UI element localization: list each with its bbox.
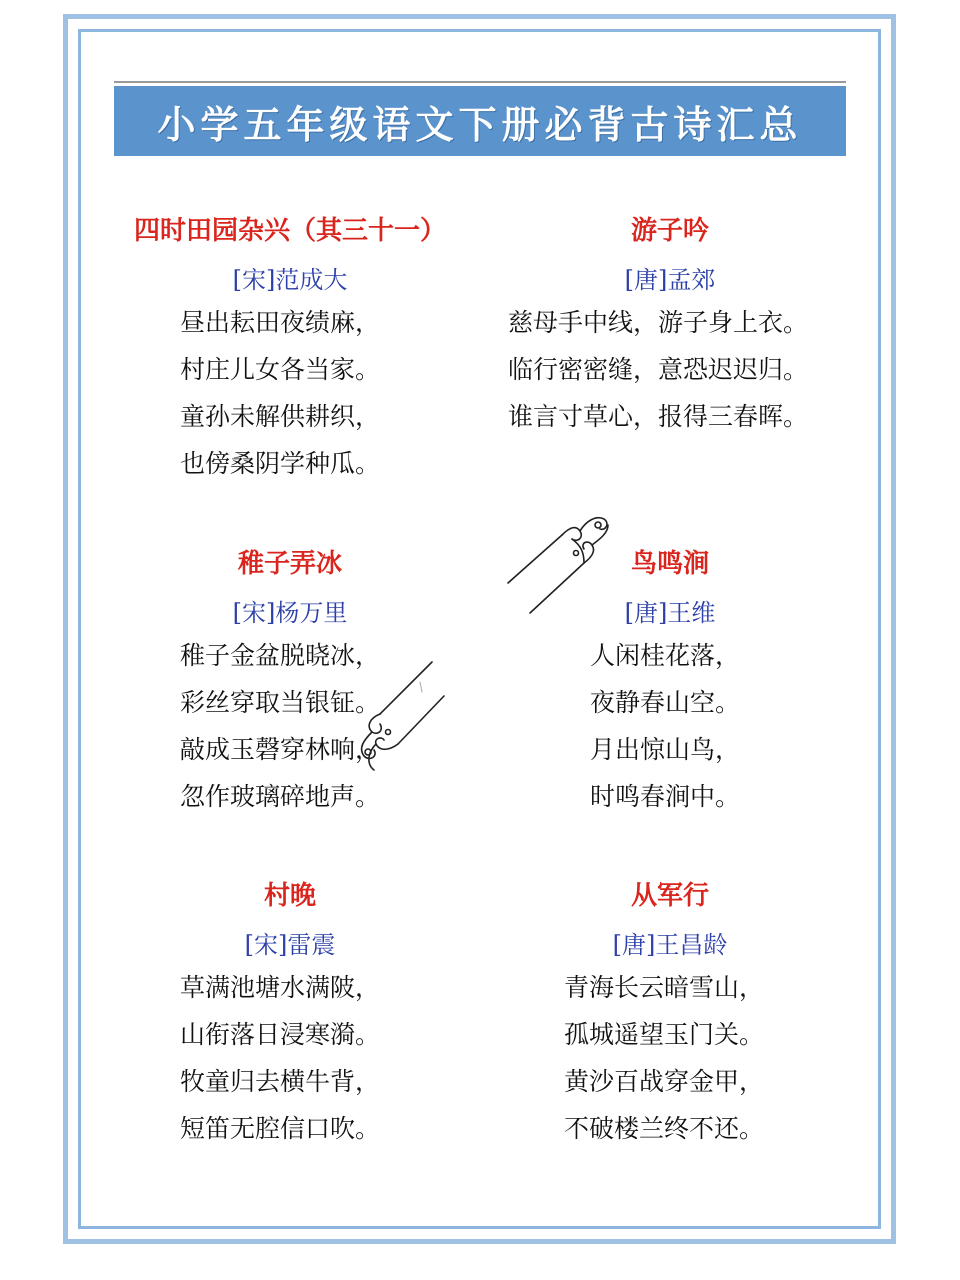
poem-line: 稚子金盆脱晓冰，	[180, 641, 381, 670]
scroll-ornament-icon	[500, 505, 620, 620]
poem-line: 忽作玻璃碎地声。	[180, 782, 381, 811]
poem-author: [唐]王维	[624, 599, 716, 627]
poem-card	[490, 875, 850, 1155]
poem-line: 山衔落日浸寒漪。	[180, 1020, 381, 1049]
poem-lines	[100, 973, 480, 1161]
poem-author: [唐]孟郊	[624, 266, 716, 294]
poem-line: 月出惊山鸟，	[590, 735, 741, 764]
poem-lines	[490, 308, 850, 449]
poem-line: 人闲桂花落，	[590, 641, 741, 670]
poem-line: 童孙未解供耕织，	[180, 402, 381, 431]
poem-lines	[100, 308, 480, 496]
poem-line: 慈母手中线，游子身上衣。	[508, 308, 809, 337]
poem-line: 临行密密缝，意恐迟迟归。	[508, 355, 809, 384]
poem-line: 昼出耘田夜绩麻，	[180, 308, 381, 337]
poem-line: 青海长云暗雪山，	[564, 973, 765, 1002]
poem-card	[490, 210, 850, 450]
poem-author: [宋]杨万里	[232, 599, 348, 627]
poem-title: 稚子弄冰	[237, 549, 342, 579]
poem-line: 夜静春山空。	[590, 688, 741, 717]
poem-line: 敲成玉磬穿林响，	[180, 735, 381, 764]
poem-card	[100, 875, 480, 1155]
poem-line: 短笛无腔信口吹。	[180, 1114, 381, 1143]
poem-line: 不破楼兰终不还。	[564, 1114, 765, 1143]
poem-card	[100, 210, 480, 490]
poem-line: 也傍桑阴学种瓜。	[180, 449, 381, 478]
poem-line: 草满池塘水满陂，	[180, 973, 381, 1002]
scroll-ornament-icon	[340, 652, 460, 782]
header-divider	[114, 81, 846, 83]
poem-line: 孤城遥望玉门关。	[564, 1020, 765, 1049]
title-banner	[114, 86, 846, 156]
poem-title: 四时田园杂兴（其三十一）	[133, 216, 446, 246]
poem-title: 从军行	[630, 881, 709, 911]
poem-author: [唐]王昌龄	[612, 931, 728, 959]
poem-line: 村庄儿女各当家。	[180, 355, 381, 384]
poem-lines	[490, 641, 850, 829]
poem-line: 时鸣春涧中。	[590, 782, 741, 811]
poem-line: 彩丝穿取当银钲。	[180, 688, 381, 717]
poem-title: 游子吟	[630, 216, 709, 246]
poem-line: 谁言寸草心，报得三春晖。	[508, 402, 809, 431]
poem-line: 黄沙百战穿金甲，	[564, 1067, 765, 1096]
page-title: 小学五年级语文下册必背古诗汇总	[157, 102, 803, 147]
poem-author: [宋]雷震	[244, 931, 336, 959]
poem-title: 村晚	[263, 881, 316, 911]
poem-author: [宋]范成大	[232, 266, 348, 294]
poem-title: 鸟鸣涧	[630, 549, 709, 579]
poem-line: 牧童归去横牛背，	[180, 1067, 381, 1096]
poem-lines	[490, 973, 850, 1161]
